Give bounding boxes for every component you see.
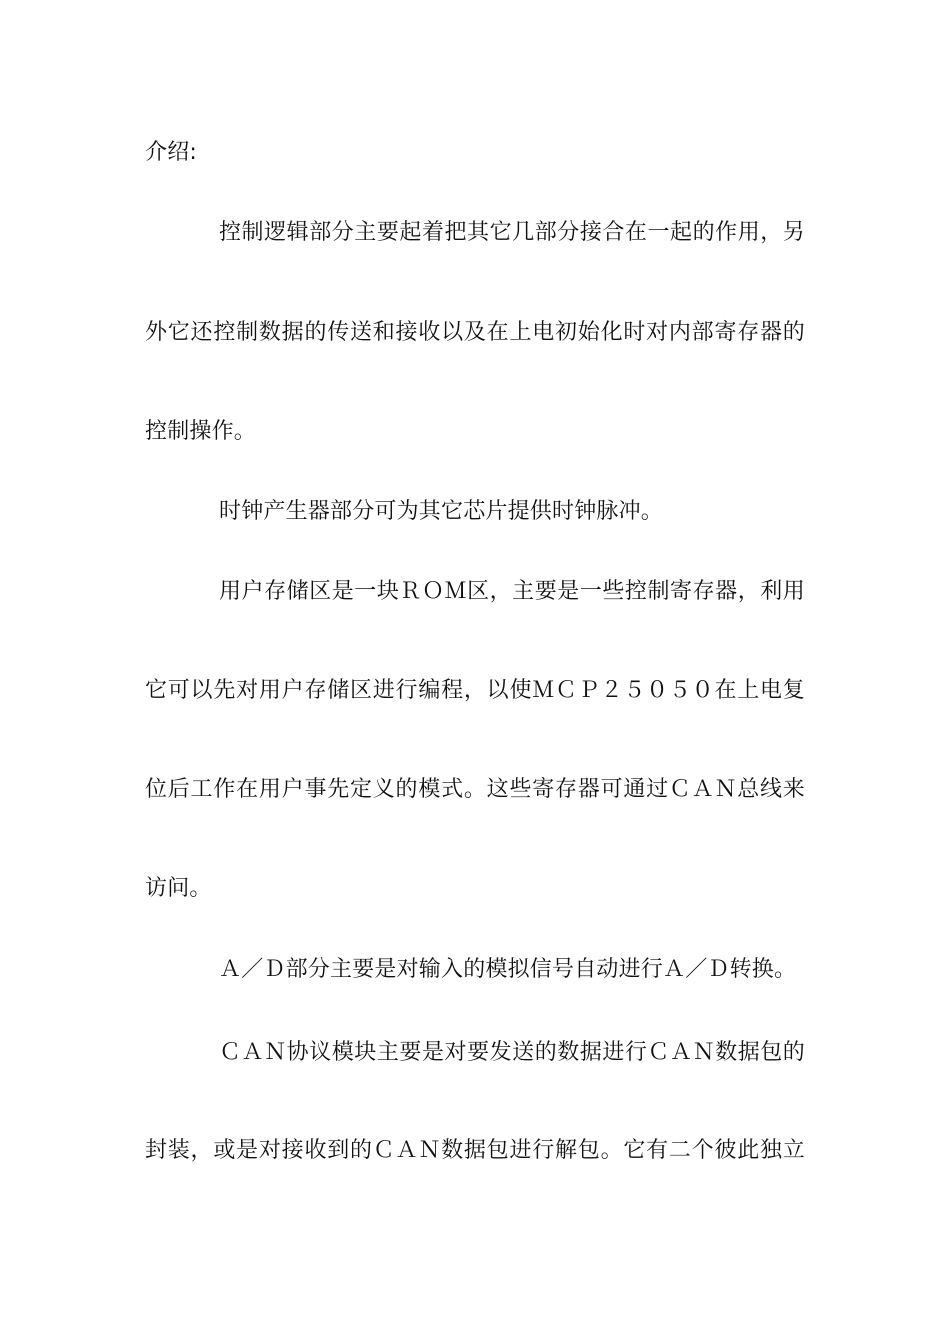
text-line: 封装，或是对接收到的ＣＡＮ数据包进行解包。它有二个彼此独立 bbox=[145, 1138, 805, 1163]
text-line: 用户存储区是一块ＲＯＭ区，主要是一些控制寄存器，利用 bbox=[219, 579, 805, 604]
text-line: 它可以先对用户存储区进行编程，以使ＭＣＰ２５０５０在上电复 bbox=[145, 678, 805, 703]
text-line: 控制操作。 bbox=[145, 419, 257, 444]
text-line: 位后工作在用户事先定义的模式。这些寄存器可通过ＣＡＮ总线来 bbox=[145, 777, 805, 802]
text-line-intro: 介绍: bbox=[145, 140, 198, 165]
text-line: ＣＡＮ协议模块主要是对要发送的数据进行ＣＡＮ数据包的 bbox=[219, 1040, 805, 1065]
text-line: 时钟产生器部分可为其它芯片提供时钟脉冲。 bbox=[219, 499, 664, 524]
text-line: 控制逻辑部分主要起着把其它几部分接合在一起的作用，另 bbox=[219, 220, 805, 245]
text-line: 访问。 bbox=[145, 876, 212, 901]
text-line: 外它还控制数据的传送和接收以及在上电初始化时对内部寄存器的 bbox=[145, 320, 805, 345]
text-line: Ａ／Ｄ部分主要是对输入的模拟信号自动进行Ａ／Ｄ转换。 bbox=[219, 957, 797, 982]
